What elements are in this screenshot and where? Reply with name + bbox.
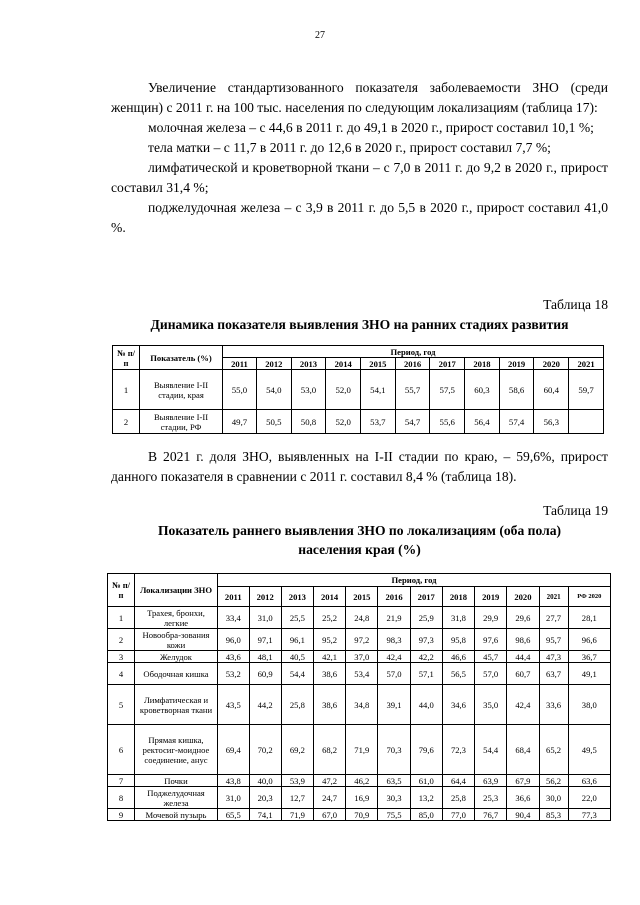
t18-cell: 57,5 xyxy=(430,370,465,410)
t19-row-num: 1 xyxy=(108,607,135,629)
t19-cell: 90,4 xyxy=(507,809,539,821)
t18-col-num: № п/п xyxy=(113,346,140,370)
intro-paragraph: Увеличение стандартизованного показателя заболеваемости ЗНО (среди женщин) с 2011 г. на 100 тыс. населения по следующим локализациям (таблица 17): xyxy=(111,80,608,115)
t19-cell: 40,5 xyxy=(281,651,313,663)
t19-cell: 42,2 xyxy=(410,651,442,663)
t19-cell: 25,2 xyxy=(313,607,345,629)
t19-cell: 30,3 xyxy=(378,787,410,809)
t18-year-header: 2012 xyxy=(256,358,291,370)
t19-year-header: 2014 xyxy=(313,587,345,607)
t19-cell: 48,1 xyxy=(249,651,281,663)
t19-cell: 56,2 xyxy=(539,775,568,787)
t18-row-num: 1 xyxy=(113,370,140,410)
t19-row-num: 8 xyxy=(108,787,135,809)
t18-year-header: 2019 xyxy=(499,358,534,370)
table-row xyxy=(113,410,604,434)
t19-row-label: Мочевой пузырь xyxy=(135,809,218,821)
t19-cell: 53,2 xyxy=(218,663,250,685)
t19-cell: 33,4 xyxy=(218,607,250,629)
t19-cell: 98,3 xyxy=(378,629,410,651)
t19-cell: 31,0 xyxy=(249,607,281,629)
t18-cell: 55,0 xyxy=(223,370,257,410)
t18-cell: 54,1 xyxy=(361,370,396,410)
t19-cell: 96,6 xyxy=(568,629,610,651)
t19-cell: 24,7 xyxy=(313,787,345,809)
t19-cell: 29,9 xyxy=(475,607,507,629)
table-row xyxy=(108,809,611,821)
t19-cell: 25,8 xyxy=(442,787,474,809)
t19-cell: 13,2 xyxy=(410,787,442,809)
table-row xyxy=(108,725,611,775)
t19-cell: 63,5 xyxy=(378,775,410,787)
t19-row-label: Трахея, бронхи, легкие xyxy=(135,607,218,629)
t19-cell: 39,1 xyxy=(378,685,410,725)
middle-paragraph xyxy=(111,447,608,487)
t18-cell: 52,0 xyxy=(326,410,361,434)
t19-cell: 25,5 xyxy=(281,607,313,629)
t19-cell: 25,3 xyxy=(475,787,507,809)
table-row xyxy=(113,370,604,410)
table-18 xyxy=(112,345,604,434)
t18-cell: 57,4 xyxy=(499,410,534,434)
t19-cell: 85,0 xyxy=(410,809,442,821)
t19-cell: 44,4 xyxy=(507,651,539,663)
t19-row-num: 3 xyxy=(108,651,135,663)
t19-cell: 67,9 xyxy=(507,775,539,787)
t19-cell: 12,7 xyxy=(281,787,313,809)
t19-cell: 43,5 xyxy=(218,685,250,725)
t19-cell: 40,0 xyxy=(249,775,281,787)
t19-cell: 61,0 xyxy=(410,775,442,787)
t19-year-header: 2019 xyxy=(475,587,507,607)
t18-year-header: 2015 xyxy=(361,358,396,370)
t19-cell: 60,9 xyxy=(249,663,281,685)
page-number: 27 xyxy=(315,30,325,41)
t19-cell: 33,6 xyxy=(539,685,568,725)
t19-cell: 96,0 xyxy=(218,629,250,651)
t19-cell: 57,1 xyxy=(410,663,442,685)
t19-cell: 46,2 xyxy=(346,775,378,787)
t19-cell: 27,7 xyxy=(539,607,568,629)
t19-cell: 75,5 xyxy=(378,809,410,821)
table-19 xyxy=(107,573,611,821)
t18-col-period: Период, год xyxy=(223,346,604,358)
t19-cell: 37,0 xyxy=(346,651,378,663)
t19-cell: 56,5 xyxy=(442,663,474,685)
t19-year-header: 2020 xyxy=(507,587,539,607)
t19-cell: 77,0 xyxy=(442,809,474,821)
t19-year-header: 2017 xyxy=(410,587,442,607)
t19-row-num: 4 xyxy=(108,663,135,685)
t19-row-num: 5 xyxy=(108,685,135,725)
t18-row-label: Выявление I-II стадии, РФ xyxy=(140,410,223,434)
t18-cell: 50,5 xyxy=(256,410,291,434)
t18-year-header: 2018 xyxy=(465,358,500,370)
t19-cell: 77,3 xyxy=(568,809,610,821)
t19-cell: 71,9 xyxy=(281,809,313,821)
t19-year-header: 2012 xyxy=(249,587,281,607)
t19-cell: 22,0 xyxy=(568,787,610,809)
t19-row-label: Ободочная кишка xyxy=(135,663,218,685)
t19-row-label: Поджелудочная железа xyxy=(135,787,218,809)
t18-year-header: 2020 xyxy=(534,358,569,370)
t18-cell: 54,7 xyxy=(395,410,430,434)
t19-cell: 47,3 xyxy=(539,651,568,663)
t18-year-header: 2013 xyxy=(291,358,326,370)
t19-cell: 57,0 xyxy=(378,663,410,685)
t19-col-period: Период, год xyxy=(218,574,611,587)
t19-cell: 36,6 xyxy=(507,787,539,809)
t19-year-header: 2011 xyxy=(218,587,250,607)
t19-cell: 63,7 xyxy=(539,663,568,685)
t18-cell: 60,3 xyxy=(465,370,500,410)
t19-cell: 44,0 xyxy=(410,685,442,725)
table-row xyxy=(108,787,611,809)
t18-year-header: 2017 xyxy=(430,358,465,370)
t19-cell: 42,4 xyxy=(378,651,410,663)
t19-cell: 60,7 xyxy=(507,663,539,685)
table18-title: Динамика показателя выявления ЗНО на ранних стадиях развития xyxy=(150,317,569,332)
t19-cell: 70,3 xyxy=(378,725,410,775)
t19-cell: 24,8 xyxy=(346,607,378,629)
t19-cell: 28,1 xyxy=(568,607,610,629)
t19-cell: 49,5 xyxy=(568,725,610,775)
intro-item: тела матки – с 11,7 в 2011 г. до 12,6 в 2020 г., прирост составил 7,7 %; xyxy=(148,140,551,155)
t19-cell: 53,9 xyxy=(281,775,313,787)
t19-cell: 30,0 xyxy=(539,787,568,809)
t19-cell: 70,9 xyxy=(346,809,378,821)
table-row xyxy=(108,685,611,725)
t19-cell: 68,2 xyxy=(313,725,345,775)
t19-cell: 70,2 xyxy=(249,725,281,775)
t18-cell: 56,4 xyxy=(465,410,500,434)
t19-cell: 47,2 xyxy=(313,775,345,787)
t19-cell: 98,6 xyxy=(507,629,539,651)
t18-year-header: 2014 xyxy=(326,358,361,370)
t19-year-header: 2013 xyxy=(281,587,313,607)
t19-cell: 57,0 xyxy=(475,663,507,685)
t19-cell: 64,4 xyxy=(442,775,474,787)
t19-cell: 63,9 xyxy=(475,775,507,787)
t18-cell: 53,0 xyxy=(291,370,326,410)
t19-row-num: 7 xyxy=(108,775,135,787)
t19-row-num: 6 xyxy=(108,725,135,775)
intro-text xyxy=(111,78,608,238)
t18-year-header: 2011 xyxy=(223,358,257,370)
intro-item: поджелудочная железа – с 3,9 в 2011 г. до 5,5 в 2020 г., прирост составил 41,0 %. xyxy=(111,200,608,235)
t18-cell: 55,6 xyxy=(430,410,465,434)
table-row xyxy=(108,651,611,663)
t19-cell: 44,2 xyxy=(249,685,281,725)
t19-cell: 43,8 xyxy=(218,775,250,787)
t19-cell: 38,6 xyxy=(313,663,345,685)
t19-cell: 65,5 xyxy=(218,809,250,821)
t19-cell: 65,2 xyxy=(539,725,568,775)
t18-cell xyxy=(569,410,604,434)
t18-col-indicator: Показатель (%) xyxy=(140,346,223,370)
middle-paragraph-text: В 2021 г. доля ЗНО, выявленных на I-II стадии по краю, – 59,6%, прирост данного показателя в сравнении с 2011 г. составил 8,4 % (таблица 18). xyxy=(111,449,608,484)
t19-col-num: № п/п xyxy=(108,574,135,607)
t19-cell: 29,6 xyxy=(507,607,539,629)
t18-cell: 59,7 xyxy=(569,370,604,410)
intro-item: лимфатической и кроветворной ткани – с 7,0 в 2011 г. до 9,2 в 2020 г., прирост составил 31,4 %; xyxy=(111,160,608,195)
t19-cell: 97,2 xyxy=(346,629,378,651)
t18-cell: 52,0 xyxy=(326,370,361,410)
t18-cell: 49,7 xyxy=(223,410,257,434)
t19-col-loc: Локализации ЗНО xyxy=(135,574,218,607)
t19-cell: 43,6 xyxy=(218,651,250,663)
t19-cell: 85,3 xyxy=(539,809,568,821)
t19-cell: 95,2 xyxy=(313,629,345,651)
t18-cell: 58,6 xyxy=(499,370,534,410)
t19-cell: 25,9 xyxy=(410,607,442,629)
t19-cell: 69,4 xyxy=(218,725,250,775)
table18-caption: Таблица 18 xyxy=(543,297,608,312)
table-row xyxy=(108,607,611,629)
t19-cell: 68,4 xyxy=(507,725,539,775)
t19-cell: 95,7 xyxy=(539,629,568,651)
t18-row-num: 2 xyxy=(113,410,140,434)
t18-cell: 55,7 xyxy=(395,370,430,410)
t19-cell: 46,6 xyxy=(442,651,474,663)
t19-cell: 42,1 xyxy=(313,651,345,663)
t19-cell: 36,7 xyxy=(568,651,610,663)
t19-cell: 72,3 xyxy=(442,725,474,775)
t19-cell: 42,4 xyxy=(507,685,539,725)
t19-cell: 31,8 xyxy=(442,607,474,629)
table19-title-line2: населения края (%) xyxy=(298,542,421,557)
t19-row-label: Новообра-зования кожи xyxy=(135,629,218,651)
t19-cell: 54,4 xyxy=(475,725,507,775)
t19-cell: 97,1 xyxy=(249,629,281,651)
t18-cell: 56,3 xyxy=(534,410,569,434)
t19-cell: 97,6 xyxy=(475,629,507,651)
t19-cell: 74,1 xyxy=(249,809,281,821)
t19-cell: 20,3 xyxy=(249,787,281,809)
table-row xyxy=(108,629,611,651)
t19-cell: 67,0 xyxy=(313,809,345,821)
t19-cell: 34,6 xyxy=(442,685,474,725)
t18-year-header: 2021 xyxy=(569,358,604,370)
t19-cell: 71,9 xyxy=(346,725,378,775)
t19-year-header: 2021 xyxy=(539,587,568,607)
table-row xyxy=(108,663,611,685)
table-row xyxy=(108,775,611,787)
t19-year-header: 2015 xyxy=(346,587,378,607)
t19-cell: 45,7 xyxy=(475,651,507,663)
t19-year-header: 2016 xyxy=(378,587,410,607)
t19-cell: 38,0 xyxy=(568,685,610,725)
t19-row-label: Желудок xyxy=(135,651,218,663)
t19-cell: 69,2 xyxy=(281,725,313,775)
t19-cell: 97,3 xyxy=(410,629,442,651)
t19-cell: 31,0 xyxy=(218,787,250,809)
t19-cell: 54,4 xyxy=(281,663,313,685)
t19-row-num: 2 xyxy=(108,629,135,651)
t18-cell: 50,8 xyxy=(291,410,326,434)
t19-cell: 21,9 xyxy=(378,607,410,629)
t19-cell: 38,6 xyxy=(313,685,345,725)
t19-cell: 34,8 xyxy=(346,685,378,725)
t19-cell: 35,0 xyxy=(475,685,507,725)
t19-row-num: 9 xyxy=(108,809,135,821)
table19-title-line1: Показатель раннего выявления ЗНО по локализациям (оба пола) xyxy=(157,523,562,538)
t19-cell: 63,6 xyxy=(568,775,610,787)
t19-cell: 96,1 xyxy=(281,629,313,651)
t18-row-label: Выявление I-II стадии, края xyxy=(140,370,223,410)
t19-year-header: 2018 xyxy=(442,587,474,607)
table19-caption: Таблица 19 xyxy=(543,503,608,518)
t18-year-header: 2016 xyxy=(395,358,430,370)
t18-cell: 60,4 xyxy=(534,370,569,410)
t19-row-label: Прямая кишка, ректосиг-моидное соединение, анус xyxy=(135,725,218,775)
t19-cell: 25,8 xyxy=(281,685,313,725)
t19-cell: 76,7 xyxy=(475,809,507,821)
t19-year-header-rf: РФ 2020 xyxy=(568,587,610,607)
t19-cell: 79,6 xyxy=(410,725,442,775)
intro-item: молочная железа – с 44,6 в 2011 г. до 49,1 в 2020 г., прирост составил 10,1 %; xyxy=(148,120,594,135)
t19-cell: 16,9 xyxy=(346,787,378,809)
t19-row-label: Лимфатическая и кроветворная ткани xyxy=(135,685,218,725)
t19-cell: 53,4 xyxy=(346,663,378,685)
t19-cell: 49,1 xyxy=(568,663,610,685)
t19-cell: 95,8 xyxy=(442,629,474,651)
t19-row-label: Почки xyxy=(135,775,218,787)
t18-cell: 54,0 xyxy=(256,370,291,410)
t18-cell: 53,7 xyxy=(361,410,396,434)
